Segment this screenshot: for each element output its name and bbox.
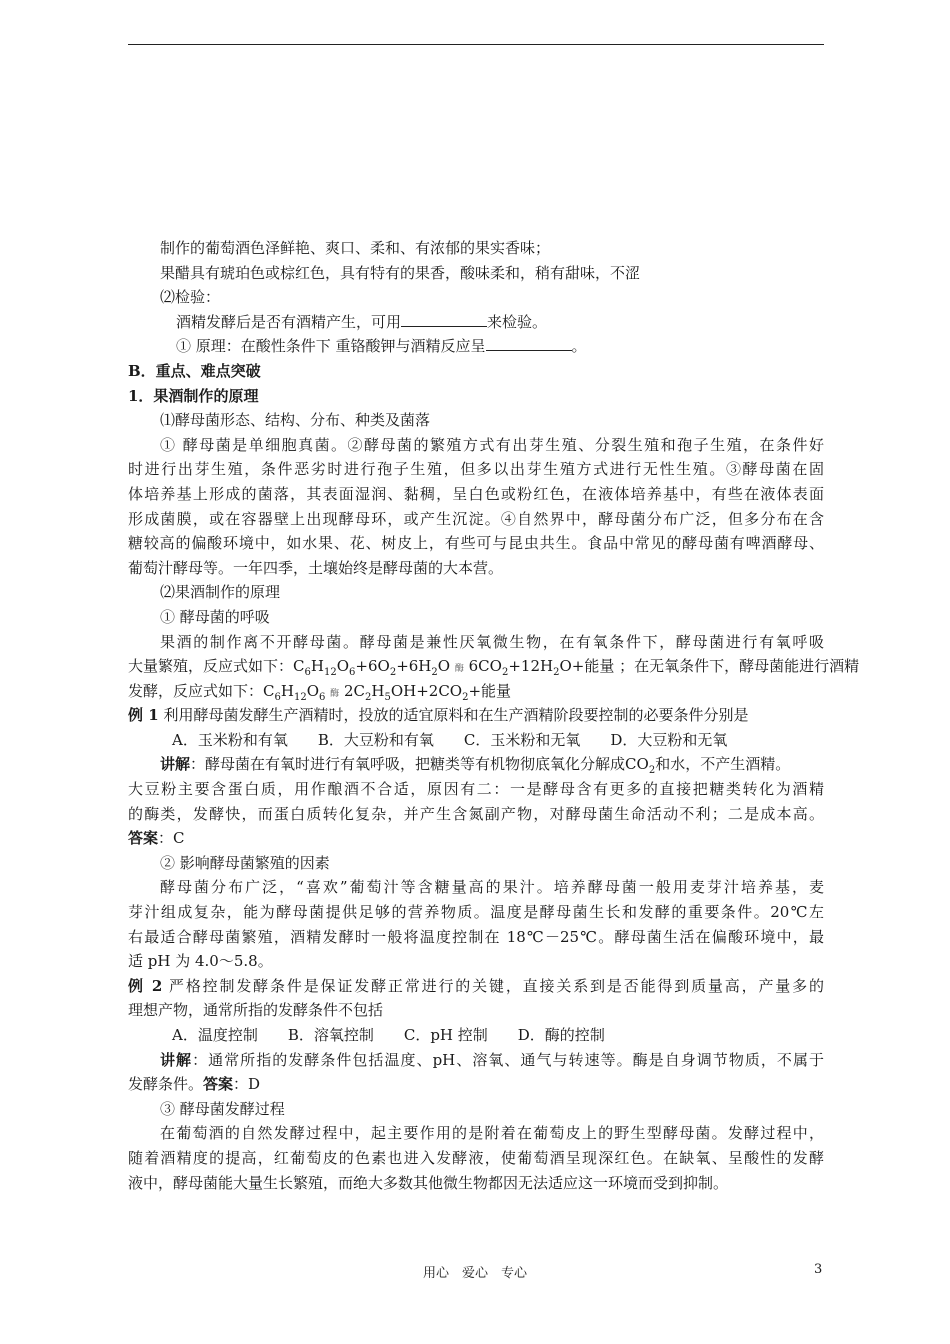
enzyme-arrow: 酶 (330, 688, 340, 699)
blank-line (486, 336, 572, 351)
paragraph-line: 随着酒精度的提高，红葡萄皮的色素也进入发酵液，使葡萄酒呈现深红色。在缺氧、呈酸性的发酵 (128, 1148, 824, 1167)
header-rule (128, 44, 824, 45)
paragraph-line: 在葡萄酒的自然发酵过程中，起主要作用的是附着在葡萄皮上的野生型酵母菌。发酵过程中， (160, 1124, 824, 1143)
principle-question: ① 原理：在酸性条件下 重铬酸钾与酒精反应呈 。 (176, 337, 587, 356)
paragraph-line: 右最适合酵母菌繁殖，酒精发酵时一般将温度控制在 18℃－25℃。酵母菌生活在偏酸环境中，最 (128, 927, 824, 946)
paragraph-line: 糖较高的偏酸环境中，如水果、花、树皮上，有些可与昆虫共生。食品中常见的酵母菌有啤酒酵母、 (128, 534, 824, 553)
example-1-answer: 答案：C (128, 829, 185, 848)
paragraph-line: ① 酵母菌是单细胞真菌。②酵母菌的繁殖方式有出芽生殖、分裂生殖和孢子生殖，在条件好 (160, 435, 824, 454)
paragraph-line: 果酒的制作离不开酵母菌。酵母菌是兼性厌氧微生物，在有氧条件下，酵母菌进行有氧呼吸 (160, 632, 824, 651)
equation-line: 大量繁殖，反应式如下：$C_6H_{12}O_6+6O_2+6H_2O$ 酶 $6CO_2+12H_2O+$能量 ；在无氧条件下，酵母菌能进行酒精 (128, 657, 860, 679)
item-heading: ③ 酵母菌发酵过程 (160, 1099, 285, 1118)
example-2-answer: 发酵条件。答案：D (128, 1075, 261, 1094)
example-2-explanation: 讲解：通常所指的发酵条件包括温度、pH、溶氧、通气与转速等。酶是自身调节物质，不属于 (160, 1050, 824, 1069)
paragraph-line: 芽汁组成复杂，能为酵母菌提供足够的营养物质。温度是酵母菌生长和发酵的重要条件。20℃左 (128, 903, 824, 922)
subsection-heading: ⑵果酒制作的原理 (160, 583, 281, 602)
aerobic-equation: $C_6H_{12}O_6+6O_2+6H_2O$ 酶 $6CO_2+12H_2O+$能量 (293, 657, 615, 679)
paragraph-line: 理想产物，通常所指的发酵条件不包括 (128, 1001, 384, 1020)
example-2-options: A．温度控制 B．溶氧控制 C．pH 控制 D．酶的控制 (172, 1026, 605, 1044)
page-number: 3 (814, 1262, 823, 1277)
subsection-heading: ⑴酵母菌形态、结构、分布、种类及菌落 (160, 411, 431, 430)
section-heading-1: 1．果酒制作的原理 (128, 386, 259, 405)
paragraph-line: 葡萄汁酵母等。一年四季，土壤始终是酵母菌的大本营。 (128, 558, 504, 577)
paragraph-line: 形成菌膜，或在容器壁上出现酵母环，或产生沉淀。④自然界中，酵母菌分布广泛，但多分布在含 (128, 509, 824, 528)
check-question: 酒精发酵后是否有酒精产生，可用 来检验。 (176, 312, 548, 331)
paragraph-line: 适 pH 为 4.0～5.8。 (128, 952, 273, 971)
paragraph-line: 时进行出芽生殖，条件恶劣时进行孢子生殖，但多以出芽生殖方式进行无性生殖。③酵母菌在固 (128, 460, 824, 479)
footer-motto: 用心 爱心 专心 (422, 1266, 527, 1281)
item-heading: ② 影响酵母菌繁殖的因素 (160, 853, 330, 872)
paragraph-line: 体培养基上形成的菌落，其表面湿润、黏稠，呈白色或粉红色，在液体培养基中，有些在液体表面 (128, 484, 824, 503)
paragraph-line: 的酶类，发酵快，而蛋白质转化复杂，并产生含氮副产物，对酵母菌生命活动不利；二是成本高。 (128, 804, 824, 823)
enzyme-arrow: 酶 (454, 664, 464, 675)
paragraph: 制作的葡萄酒色泽鲜艳、爽口、柔和、有浓郁的果实香味； (160, 239, 551, 257)
paragraph-line: 液中，酵母菌能大量生长繁殖，而绝大多数其他微生物都因无法适应这一环境而受到抑制。 (128, 1173, 729, 1192)
example-1-explanation: 讲解：酵母菌在有氧时进行有氧呼吸，把糖类等有机物彻底氧化分解成$CO_2$和水，不产生酒精。 (160, 755, 791, 777)
example-1-question: 例 1 利用酵母菌发酵生产酒精时，投放的适宜原料和在生产酒精阶段要控制的必要条件分别是 (128, 706, 749, 725)
equation-line: 发酵，反应式如下：$C_6H_{12}O_6$ 酶 $2C_2H_5OH+2CO_2+$能量 (128, 681, 512, 703)
section-heading-b: B．重点、难点突破 (128, 361, 261, 380)
check-heading: ⑵检验： (160, 288, 221, 307)
document-body (128, 236, 860, 1195)
paragraph-line: 大豆粉主要含蛋白质，用作酿酒不合适，原因有二：一是酵母含有更多的直接把糖类转化为酒精 (128, 780, 824, 799)
example-2-question: 例 2 严格控制发酵条件是保证发酵正常进行的关键，直接关系到是否能得到质量高，产量多的 (128, 976, 824, 995)
blank-line (401, 312, 487, 327)
item-heading: ① 酵母菌的呼吸 (160, 607, 270, 626)
anaerobic-equation: $C_6H_{12}O_6$ 酶 $2C_2H_5OH+2CO_2+$能量 (263, 681, 512, 703)
example-1-options: A．玉米粉和有氧 B．大豆粉和有氧 C．玉米粉和无氧 D．大豆粉和无氧 (172, 730, 728, 749)
paragraph: 果醋具有琥珀色或棕红色，具有特有的果香，酸味柔和，稍有甜味，不涩 (160, 263, 641, 282)
paragraph-line: 酵母菌分布广泛，“喜欢”葡萄汁等含糖量高的果汁。培养酵母菌一般用麦芽汁培养基，麦 (160, 878, 824, 897)
